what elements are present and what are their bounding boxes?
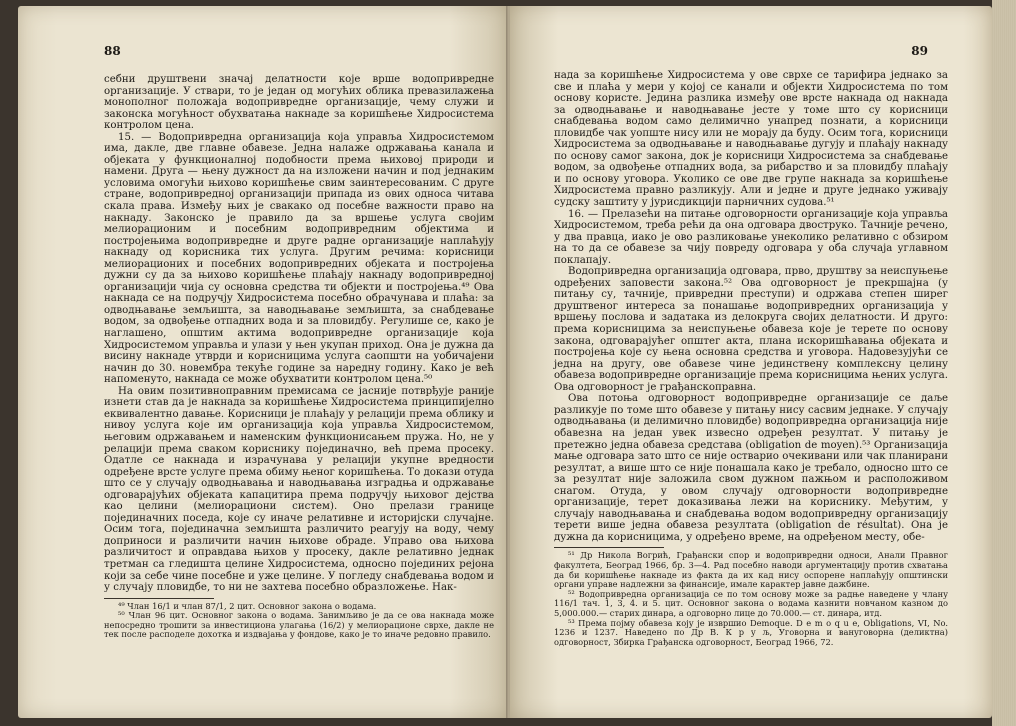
page-number: 89 — [911, 44, 928, 58]
footnote-divider — [554, 547, 664, 548]
right-page-body — [554, 70, 948, 647]
page-number: 88 — [104, 44, 121, 58]
paragraph: Ова потоња одговорност водопривредне организације се даље разликује по томе што обавезе у питању нису сасвим једнаке. У случају одводњавања (и делимично пловидбе) водопривредна организација није обавезна на један увек извесно одређен резултат. У питању је претежно једна обавеза средстава (obligation de moyen).⁵³ Организација мање одговара зато што се није остварио очекивани или чак планирани резултат, а више што се није понашала како је требало, односно што се за резултат није заложила свом дужном пажњом и расположивом снагом. Отуда, у овом случају одговорности водопривредне организације, терет доказивања лежи на кориснику. Међутим, у случају наводњавања и снабдевања водом водопривредну организацију терети више једна обавеза резултата (obligation de résultat). Она је дужна да корисницима, у одређено време, на одређеном месту, обе- — [554, 393, 948, 543]
paragraph: Водопривредна организација одговара, прво, друштву за неиспуњење одређених заповести закона.⁵² Ова одговорност је прекршајна (у питању су, тачније, привредни преступи) и одржава степен ширег друштвеног интереса за понашање водопривредних организација у вршењу послова и задатака из делокруга својих делатности. И друго: према корисницима за неиспуњење обавеза које је терете по основу закона, одговарајућег општег акта, плана искоришћавања објеката и постројења које су њена основна средства и уговора. Надовезујући се једна на другу, ове обавезе чине јединствену комплексну целину обавеза водопривредне организације према корисницима њених услуга. Ова одговорност је грађанскоправна. — [554, 266, 948, 393]
footnote: ⁵¹ Др Никола Вогрић, Грађански спор и водопривредни односи, Анали Правног факултета, Београд 1966, бр. 3—4. Рад посебно наводи аргументацију против схватања да би коришћење накнаде из факта да их кад нису оспорене наплаћују општински органи управе надлежни за финансије, имале карактер јавне дажбине. — [554, 550, 948, 590]
footnote: ⁵⁰ Члан 96 цит. Основног закона о водама. Занимљиво је да се ова накнада може непосредно трошити за инвестициона улагања (16/2) у мелиорационе сврхе, дакле не тек после расподеле дохотка и издвајања у фондове, како је то иначе редовно правило. — [104, 610, 494, 640]
paragraph: себни друштвени значај делатности које врше водопривредне организације. У ствари, то је један од могућих облика превазилажења монополног положаја водопривредне организације, чему служи и законска могућност обухватања накнаде за коришћење Хидросистема контролом цена. — [104, 74, 494, 132]
footnote: ⁵³ Према појму обавеза коју је извршио Demoque. D e m o q u e, Obligations, VI, No. 1236 и 1237. Наведено по Др В. К р у љ, Уговорна и вануговорна (деликтна) одговорност, Збирка Грађанска одговорност, Београд 1966, 72. — [554, 617, 948, 647]
paragraph: 16. — Прелазећи на питање одговорности организације која управља Хидросистемом, треба рећи да она одговара двоструко. Тачније речено, у два правца, иако је ово разликовање унеколико релативно с обзиром на то да се обавезе за чију повреду одговара у оба случаја углавном поклапају. — [554, 208, 948, 266]
left-page — [18, 6, 508, 718]
left-page-body — [104, 74, 494, 640]
paragraph: нада за коришћење Хидросистема у ове сврхе се тарифира једнако за све и плаћа у мери у којој се канали и објекти Хидросистема по том основу користе. Једина разлика између ове врсте накнада од накнада за одводњавање и наводњавање јесте у томе што су корисници снабдевања водом само делимично унапред познати, а корисници пловидбе чак уопште нису или не морају да буду. Осим тога, корисници Хидросистема за одводњавање и наводњавање дугују и плаћају накнаду по основу самог закона, док је корисници Хидросистема за снабдевање водом, за одвођење отпадних вода, за рибарство и за пловидбу плаћају и по основу уговора. Уколико се ове две групе накнада за коришћење Хидросистема правно разликују. Али и једне и друге једнако уживају судску заштиту у јурисдикцији парничних судова.⁵¹ — [554, 70, 948, 209]
footnote: ⁴⁹ Члан 16/1 и члан 87/1, 2 цит. Основног закона о водама. — [118, 600, 377, 611]
paragraph: На овим позитивноправним премисама се јасније потврђује раније изнети став да је накнада за коришћење Хидросистема принципијелно еквивалентно давање. Корисници је плаћају у релацији према облику и нивоу услуга које им организација која управља Хидросистемом, његовим одржавањем и наменским функционисањем пружа. Но, не у релацији према сваком кориснику појединачно, већ према просеку. Одатле се накнада и израчунава у релацији укупне вредности одређене врсте услуге према обиму њеног коришћења. То докази отуда што се у случају одводњавања и наводњавања изградња и одржавање одговарајућих објеката капацитира према подручју њиховог дејства као целини (мелиорациони систем). Оно прелази границе појединачних поседа, које су иначе релативне и историјски случајне. Осим тога, појединачна земљишта различито реагују на воду, чему доприноси и различити начин њихове обраде. Управо ова њихова различитост и оправдава њихов у просеку, дакле релативно једнак третман са гледишта целине Хидросистема, односно појединих рејона који за себе чине посебне и уже целине. У погледу снабдевања водом и у случају пловидбе, то ни не захтева посебно образложење. Нак- — [104, 385, 495, 594]
paragraph: 15. — Водопривредна организација која управља Хидросистемом има, дакле, две главне обавезе. Једна налаже одржавања канала и објеката у функционалној подобности према њиховој природи и намени. Друга — њену дужност да на изложени начин и под једнаким условима омогући њихово коришћење свим заинтересованим. С друге стране, водопривредној организацији припада из ових односа читава скала права. Између њих је свакако од посебне важности право на накнаду. Законско је правило да за вршење услуга својим мелиорационим и посебним водопривредним објектима и постројењима водопривредне и друге радне организације наплаћују накнаду од корисника тих услуга. Другим речима: корисници мелиорационих и посебних водопривредних објеката и постројења дужни су да за њихово коришћење плаћају накнаду водопривредној организацији чија су основна средства ти објекти и постројења.⁴⁹ Ова накнада се на подручју Хидросистема посебно обрачунава и плаћа: за одводњавање земљишта, за наводњавање земљишта, за снабдевање водом, за одвођење отпадних вода и за пловидбу. Регулише се, како је наглашено, општим актима водопривредне организације која Хидросистемом управља и улази у њен укупан приход. Она је дужна да висину накнаде утврди и корисницима услуга саопшти на уобичајени начин до 30. новембра текуће године за наредну годину. Како је већ напоменуто, накнада се може обухватити контролом цена.⁵⁰ — [104, 131, 494, 386]
page-edges — [992, 0, 1016, 726]
footnote-divider — [104, 598, 214, 599]
right-page — [510, 6, 992, 718]
footnote: ⁵² Водопривредна организација се по том основу може за радње наведене у члану 116/1 тач. 1, 3, 4. и 5. цит. Основног закона о водама казнити новчаном казном до 5,000.000.— старих динара, а одговорно лице до 70.000.— ст. динара, итд. — [554, 588, 948, 618]
